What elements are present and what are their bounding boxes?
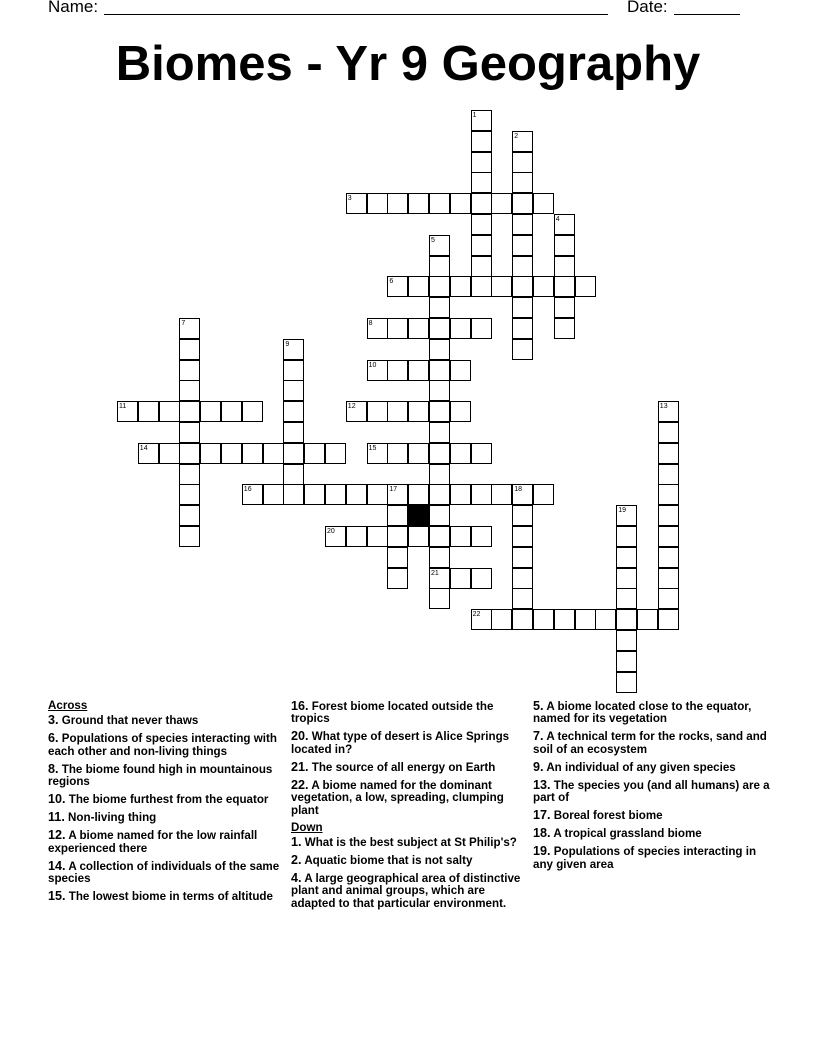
crossword-cell[interactable]	[512, 256, 533, 277]
crossword-cell[interactable]	[387, 360, 408, 381]
clue-item	[48, 793, 280, 806]
clue-item	[48, 811, 280, 824]
crossword-cell[interactable]	[408, 443, 429, 464]
crossword-cell[interactable]	[429, 588, 450, 609]
crossword-cell[interactable]	[242, 443, 263, 464]
crossword-cell[interactable]	[512, 214, 533, 235]
crossword-cell[interactable]	[200, 443, 221, 464]
crossword-cell[interactable]	[283, 339, 304, 360]
crossword-cell[interactable]	[325, 443, 346, 464]
crossword-cell[interactable]	[512, 505, 533, 526]
crossword-cell[interactable]	[595, 609, 616, 630]
crossword-cell[interactable]	[450, 401, 471, 422]
clue-text: Populations of species interacting with each other and non-living things	[48, 732, 277, 758]
crossword-cell[interactable]	[367, 484, 388, 505]
clue-item	[291, 700, 523, 726]
crossword-cell[interactable]	[408, 360, 429, 381]
crossword-cell[interactable]	[616, 588, 637, 609]
crossword-cell[interactable]	[387, 526, 408, 547]
clue-item	[291, 761, 523, 774]
clue-number: 3.	[48, 713, 59, 728]
clue-number: 19.	[533, 844, 551, 859]
clue-text: Non-living thing	[68, 811, 157, 825]
crossword-cell[interactable]	[512, 547, 533, 568]
crossword-cell[interactable]	[221, 401, 242, 422]
clue-number: 22.	[291, 777, 309, 792]
clue-item	[48, 714, 280, 727]
crossword-cell[interactable]	[575, 609, 596, 630]
clue-item	[291, 872, 523, 910]
crossword-cell[interactable]	[429, 256, 450, 277]
clue-item	[291, 730, 523, 756]
crossword-cell[interactable]	[471, 131, 492, 152]
crossword-cell[interactable]	[304, 484, 325, 505]
crossword-cell[interactable]	[242, 401, 263, 422]
crossword-cell[interactable]	[554, 609, 575, 630]
crossword-cell[interactable]	[408, 276, 429, 297]
crossword-cell[interactable]	[450, 318, 471, 339]
clue-number: 1.	[291, 835, 302, 850]
crossword-cell[interactable]	[512, 276, 533, 297]
crossword-cell[interactable]	[616, 672, 637, 693]
clue-item	[533, 809, 773, 822]
crossword-cell[interactable]	[512, 235, 533, 256]
name-label: Name:	[48, 0, 99, 16]
clue-text: A technical term for the rocks, sand and soil of an ecosystem	[533, 730, 767, 756]
crossword-cell[interactable]	[429, 443, 450, 464]
date-input-line[interactable]	[674, 14, 740, 15]
crossword-cell[interactable]	[512, 588, 533, 609]
clue-item	[533, 845, 773, 871]
clue-number: 10.	[48, 792, 66, 807]
clue-number: 20.	[291, 729, 309, 744]
crossword-cell[interactable]	[554, 235, 575, 256]
crossword-cell[interactable]	[179, 401, 200, 422]
crossword-cell[interactable]	[658, 526, 679, 547]
clues-column-2	[291, 700, 523, 915]
clue-text: What is the best subject at St Philip's?	[304, 836, 517, 850]
crossword-cell[interactable]	[408, 193, 429, 214]
clue-number: 8.	[48, 761, 59, 776]
clue-number: 21.	[291, 759, 309, 774]
clue-number: 17.	[533, 808, 551, 823]
crossword-cell[interactable]	[512, 297, 533, 318]
clue-number: 16.	[291, 699, 309, 713]
clue-number-label: 14	[139, 444, 148, 452]
crossword-cell[interactable]	[512, 339, 533, 360]
crossword-cell[interactable]	[429, 380, 450, 401]
clue-number-label: 6	[389, 278, 394, 286]
crossword-cell[interactable]	[138, 401, 159, 422]
crossword-cell[interactable]	[512, 131, 533, 152]
crossword-cell[interactable]	[533, 193, 554, 214]
crossword-cell[interactable]	[429, 339, 450, 360]
clue-number: 18.	[533, 826, 551, 841]
crossword-cell[interactable]	[367, 360, 388, 381]
clue-item	[291, 836, 523, 849]
clue-text: A collection of individuals of the same species	[48, 859, 280, 886]
crossword-cell[interactable]	[450, 193, 471, 214]
clue-number-label: 9	[285, 340, 290, 348]
clue-text: The biome furthest from the equator	[68, 793, 269, 807]
crossword-cell[interactable]	[575, 276, 596, 297]
clue-item	[533, 827, 773, 840]
crossword-cell[interactable]	[471, 235, 492, 256]
crossword-cell[interactable]	[554, 276, 575, 297]
clue-number-label: 8	[368, 320, 373, 327]
clue-number-label: 15	[368, 444, 377, 452]
crossword-cell[interactable]	[242, 484, 263, 505]
clue-item	[533, 779, 773, 805]
crossword-cell[interactable]	[325, 526, 346, 547]
crossword-cell[interactable]	[616, 547, 637, 568]
crossword-cell[interactable]	[283, 484, 304, 505]
crossword-cell[interactable]	[283, 380, 304, 401]
crossword-cell[interactable]	[325, 484, 346, 505]
crossword-cell[interactable]	[283, 464, 304, 485]
clue-number: 15.	[48, 889, 66, 904]
clue-number-label: 4	[555, 216, 560, 223]
clue-text: The lowest biome in terms of altitude	[68, 890, 273, 904]
crossword-cell[interactable]	[429, 276, 450, 297]
clue-item	[533, 700, 773, 726]
crossword-cell[interactable]	[387, 318, 408, 339]
clue-text: A biome named for the low rainfall experienced there	[48, 829, 258, 855]
crossword-cell[interactable]	[408, 401, 429, 422]
crossword-cell[interactable]	[200, 401, 221, 422]
crossword-cell[interactable]	[159, 443, 180, 464]
clue-item	[291, 854, 523, 867]
crossword-cell[interactable]	[138, 443, 159, 464]
crossword-cell[interactable]	[179, 318, 200, 339]
crossword-cell[interactable]	[387, 547, 408, 568]
crossword-cell[interactable]	[450, 360, 471, 381]
crossword-cell[interactable]	[367, 443, 388, 464]
crossword-cell[interactable]	[429, 360, 450, 381]
page-title: Biomes - Yr 9 Geography	[115, 37, 701, 91]
crossword-cell[interactable]	[512, 484, 533, 505]
clue-text: Boreal forest biome	[553, 809, 663, 823]
clue-item	[48, 860, 280, 886]
crossword-cell[interactable]	[283, 360, 304, 381]
crossword-cell[interactable]	[450, 526, 471, 547]
crossword-cell[interactable]	[554, 297, 575, 318]
crossword-cell[interactable]	[616, 609, 637, 630]
clue-item	[48, 829, 280, 855]
clue-text: Ground that never thaws	[61, 714, 199, 728]
clues-column-3	[533, 700, 773, 876]
clue-text: What type of desert is Alice Springs located in?	[291, 730, 510, 756]
clue-text: A biome named for the dominant vegetation, a low, spreading, clumping plant	[291, 778, 504, 817]
crossword-cell[interactable]	[117, 401, 138, 422]
crossword-cell[interactable]	[367, 401, 388, 422]
crossword-cell[interactable]	[658, 547, 679, 568]
crossword-cell[interactable]	[491, 276, 512, 297]
crossword-cell[interactable]	[471, 214, 492, 235]
crossword-cell[interactable]	[179, 339, 200, 360]
crossword-cell[interactable]	[491, 484, 512, 505]
crossword-cell[interactable]	[450, 276, 471, 297]
crossword-cell[interactable]	[658, 484, 679, 505]
crossword-cell[interactable]	[429, 547, 450, 568]
crossword-cell[interactable]	[408, 526, 429, 547]
clue-section-heading: Down	[291, 820, 323, 834]
clue-number: 11.	[48, 810, 65, 825]
clue-number: 7.	[533, 729, 544, 744]
clue-number-label: 12	[347, 403, 356, 411]
clue-text: A tropical grassland biome	[553, 827, 702, 841]
crossword-cell[interactable]	[387, 401, 408, 422]
name-input-line[interactable]	[104, 14, 608, 15]
crossword-cell[interactable]	[429, 297, 450, 318]
crossword-cell[interactable]	[429, 401, 450, 422]
crossword-cell[interactable]	[471, 484, 492, 505]
crossword-cell[interactable]	[471, 526, 492, 547]
crossword-cell[interactable]	[179, 526, 200, 547]
crossword-cell[interactable]	[387, 505, 408, 526]
clue-text: The biome found high in mountainous regions	[48, 762, 273, 789]
crossword-cell[interactable]	[283, 422, 304, 443]
clue-number-label: 18	[514, 486, 522, 494]
clue-item	[48, 763, 280, 789]
clue-text: Populations of species interacting in any given area	[533, 845, 757, 871]
crossword-cell[interactable]	[346, 526, 367, 547]
crossword-cell[interactable]	[554, 214, 575, 235]
crossword-cell[interactable]	[179, 505, 200, 526]
crossword-cell[interactable]	[429, 193, 450, 214]
clue-number: 14.	[48, 858, 66, 873]
crossword-cell[interactable]	[658, 588, 679, 609]
crossword-block	[408, 505, 429, 526]
crossword-cell[interactable]	[471, 318, 492, 339]
clue-number-label: 19	[618, 507, 626, 515]
clue-number: 12.	[48, 828, 66, 843]
crossword-cell[interactable]	[658, 443, 679, 464]
clue-number-label: 5	[431, 236, 435, 244]
crossword-cell[interactable]	[179, 443, 200, 464]
crossword-cell[interactable]	[471, 172, 492, 193]
crossword-cell[interactable]	[450, 484, 471, 505]
clue-number-label: 16	[243, 486, 252, 494]
crossword-cell[interactable]	[429, 526, 450, 547]
clue-text: A large geographical area of distinctive plant and animal groups, which are adapted to that particular environment.	[291, 872, 521, 910]
crossword-cell[interactable]	[367, 526, 388, 547]
crossword-cell[interactable]	[471, 152, 492, 173]
clue-number: 9.	[533, 759, 544, 774]
clue-text: The source of all energy on Earth	[311, 760, 496, 774]
crossword-cell[interactable]	[263, 484, 284, 505]
crossword-cell[interactable]	[429, 318, 450, 339]
crossword-cell[interactable]	[512, 318, 533, 339]
crossword-cell[interactable]	[179, 464, 200, 485]
clue-text: An individual of any given species	[546, 760, 736, 774]
crossword-cell[interactable]	[637, 609, 658, 630]
crossword-cell[interactable]	[221, 443, 242, 464]
crossword-cell[interactable]	[263, 443, 284, 464]
clue-text: The species you (and all humans) are a part of	[533, 778, 770, 805]
clue-number-label: 11	[119, 403, 127, 411]
clue-number: 4.	[291, 871, 302, 886]
crossword-cell[interactable]	[179, 360, 200, 381]
crossword-cell[interactable]	[471, 276, 492, 297]
clue-item	[48, 732, 280, 758]
date-label: Date:	[627, 0, 668, 16]
clue-item	[533, 761, 773, 774]
crossword-cell[interactable]	[346, 401, 367, 422]
crossword-cell[interactable]	[512, 172, 533, 193]
crossword-cell[interactable]	[367, 318, 388, 339]
crossword-cell[interactable]	[471, 443, 492, 464]
crossword-cell[interactable]	[658, 401, 679, 422]
crossword-cell[interactable]	[616, 505, 637, 526]
crossword-cell[interactable]	[616, 568, 637, 589]
crossword-cell[interactable]	[512, 568, 533, 589]
clue-number-label: 2	[514, 132, 519, 140]
crossword-cell[interactable]	[533, 276, 554, 297]
clue-number-label: 1	[472, 112, 477, 119]
crossword-cell[interactable]	[658, 422, 679, 443]
crossword-cell[interactable]	[429, 568, 450, 589]
crossword-cell[interactable]	[658, 568, 679, 589]
clue-text: Forest biome located outside the tropics	[291, 700, 494, 726]
crossword-cell[interactable]	[616, 630, 637, 651]
clue-number: 13.	[533, 777, 551, 792]
crossword-cell[interactable]	[408, 318, 429, 339]
clue-text: Aquatic biome that is not salty	[304, 854, 473, 868]
crossword-cell[interactable]	[512, 609, 533, 630]
clues-column-1	[48, 700, 280, 908]
crossword-cell[interactable]	[554, 256, 575, 277]
clue-number-label: 13	[659, 403, 668, 411]
crossword-cell[interactable]	[367, 193, 388, 214]
crossword-cell[interactable]	[346, 193, 367, 214]
clue-number-label: 17	[389, 486, 398, 494]
crossword-cell[interactable]	[387, 276, 408, 297]
crossword-cell[interactable]	[450, 443, 471, 464]
crossword-cell[interactable]	[471, 193, 492, 214]
crossword-cell[interactable]	[387, 568, 408, 589]
crossword-cell[interactable]	[387, 443, 408, 464]
crossword-cell[interactable]	[408, 484, 429, 505]
crossword-cell[interactable]	[429, 422, 450, 443]
crossword-cell[interactable]	[429, 505, 450, 526]
crossword-cell[interactable]	[179, 380, 200, 401]
clue-item	[533, 730, 773, 756]
crossword-cell[interactable]	[471, 256, 492, 277]
clue-number: 2.	[291, 853, 302, 868]
clue-number-label: 3	[347, 195, 352, 203]
clue-number: 6.	[48, 731, 59, 746]
crossword-cell[interactable]	[471, 110, 492, 131]
clue-text: A biome located close to the equator, named for its vegetation	[533, 700, 752, 726]
crossword-cell[interactable]	[283, 401, 304, 422]
crossword-cell[interactable]	[346, 484, 367, 505]
clue-number-label: 20	[327, 528, 335, 535]
crossword-cell[interactable]	[533, 484, 554, 505]
crossword-cell[interactable]	[179, 484, 200, 505]
crossword-cell[interactable]	[616, 526, 637, 547]
clue-number: 5.	[533, 699, 544, 713]
crossword-cell[interactable]	[304, 443, 325, 464]
clue-number-label: 21	[431, 569, 439, 577]
crossword-cell[interactable]	[283, 443, 304, 464]
crossword-cell[interactable]	[658, 609, 679, 630]
crossword-cell[interactable]	[512, 152, 533, 173]
crossword-cell[interactable]	[429, 464, 450, 485]
clue-item	[48, 890, 280, 903]
clue-number-label: 10	[368, 361, 377, 369]
crossword-cell[interactable]	[429, 484, 450, 505]
crossword-cell[interactable]	[616, 651, 637, 672]
crossword-cell[interactable]	[491, 609, 512, 630]
crossword-cell[interactable]	[512, 526, 533, 547]
crossword-cell[interactable]	[491, 193, 512, 214]
crossword-cell[interactable]	[429, 235, 450, 256]
crossword-cell[interactable]	[450, 568, 471, 589]
clue-number-label: 22	[472, 611, 481, 619]
crossword-cell[interactable]	[471, 609, 492, 630]
crossword-cell[interactable]	[512, 193, 533, 214]
crossword-cell[interactable]	[387, 484, 408, 505]
crossword-cell[interactable]	[658, 464, 679, 485]
clue-section-heading: Across	[48, 699, 88, 712]
crossword-cell[interactable]	[387, 193, 408, 214]
clue-item	[291, 779, 523, 817]
crossword-cell[interactable]	[658, 505, 679, 526]
crossword-cell[interactable]	[471, 568, 492, 589]
crossword-cell[interactable]	[159, 401, 180, 422]
clue-number-label: 7	[181, 320, 186, 327]
crossword-cell[interactable]	[554, 318, 575, 339]
crossword-cell[interactable]	[533, 609, 554, 630]
crossword-cell[interactable]	[179, 422, 200, 443]
